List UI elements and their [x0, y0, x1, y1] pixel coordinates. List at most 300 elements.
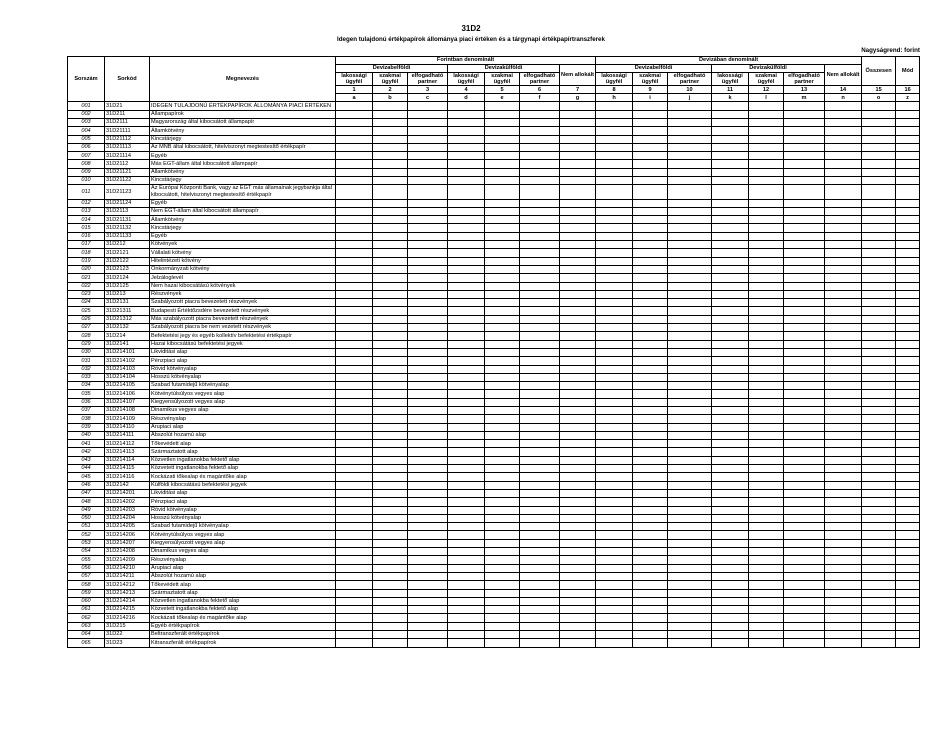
data-cell[interactable]	[749, 572, 784, 580]
data-cell[interactable]	[373, 177, 408, 185]
data-cell[interactable]	[560, 423, 596, 431]
data-cell[interactable]	[668, 373, 712, 381]
data-cell[interactable]	[862, 631, 896, 639]
data-cell[interactable]	[749, 556, 784, 564]
data-cell[interactable]	[862, 102, 896, 110]
data-cell[interactable]	[560, 265, 596, 273]
data-cell[interactable]	[336, 290, 373, 298]
data-cell[interactable]	[373, 199, 408, 207]
data-cell[interactable]	[712, 274, 749, 282]
data-cell[interactable]	[485, 119, 520, 127]
data-cell[interactable]	[896, 581, 920, 589]
data-cell[interactable]	[749, 506, 784, 514]
data-cell[interactable]	[373, 465, 408, 473]
data-cell[interactable]	[408, 274, 448, 282]
data-cell[interactable]	[448, 572, 485, 580]
data-cell[interactable]	[373, 299, 408, 307]
data-cell[interactable]	[896, 390, 920, 398]
data-cell[interactable]	[408, 232, 448, 240]
data-cell[interactable]	[749, 548, 784, 556]
data-cell[interactable]	[408, 290, 448, 298]
data-cell[interactable]	[485, 548, 520, 556]
data-cell[interactable]	[668, 232, 712, 240]
data-cell[interactable]	[336, 232, 373, 240]
data-cell[interactable]	[560, 597, 596, 605]
data-cell[interactable]	[336, 357, 373, 365]
data-cell[interactable]	[336, 506, 373, 514]
data-cell[interactable]	[596, 249, 633, 257]
data-cell[interactable]	[520, 382, 560, 390]
data-cell[interactable]	[896, 523, 920, 531]
data-cell[interactable]	[896, 152, 920, 160]
data-cell[interactable]	[784, 448, 825, 456]
data-cell[interactable]	[862, 456, 896, 464]
data-cell[interactable]	[896, 539, 920, 547]
data-cell[interactable]	[749, 622, 784, 630]
data-cell[interactable]	[712, 290, 749, 298]
data-cell[interactable]	[448, 556, 485, 564]
data-cell[interactable]	[825, 232, 862, 240]
data-cell[interactable]	[896, 249, 920, 257]
data-cell[interactable]	[373, 135, 408, 143]
data-cell[interactable]	[520, 160, 560, 168]
data-cell[interactable]	[633, 274, 668, 282]
data-cell[interactable]	[596, 631, 633, 639]
data-cell[interactable]	[633, 185, 668, 199]
data-cell[interactable]	[862, 539, 896, 547]
data-cell[interactable]	[825, 324, 862, 332]
data-cell[interactable]	[668, 265, 712, 273]
data-cell[interactable]	[373, 539, 408, 547]
data-cell[interactable]	[448, 168, 485, 176]
data-cell[interactable]	[896, 556, 920, 564]
data-cell[interactable]	[896, 423, 920, 431]
data-cell[interactable]	[712, 448, 749, 456]
data-cell[interactable]	[862, 382, 896, 390]
data-cell[interactable]	[336, 135, 373, 143]
data-cell[interactable]	[448, 152, 485, 160]
data-cell[interactable]	[712, 168, 749, 176]
data-cell[interactable]	[668, 523, 712, 531]
data-cell[interactable]	[408, 514, 448, 522]
data-cell[interactable]	[633, 332, 668, 340]
data-cell[interactable]	[408, 135, 448, 143]
data-cell[interactable]	[448, 539, 485, 547]
data-cell[interactable]	[784, 431, 825, 439]
data-cell[interactable]	[712, 614, 749, 622]
data-cell[interactable]	[862, 406, 896, 414]
data-cell[interactable]	[633, 348, 668, 356]
data-cell[interactable]	[520, 448, 560, 456]
data-cell[interactable]	[408, 548, 448, 556]
data-cell[interactable]	[373, 373, 408, 381]
data-cell[interactable]	[784, 373, 825, 381]
data-cell[interactable]	[485, 539, 520, 547]
data-cell[interactable]	[862, 614, 896, 622]
data-cell[interactable]	[825, 299, 862, 307]
data-cell[interactable]	[485, 168, 520, 176]
data-cell[interactable]	[448, 489, 485, 497]
data-cell[interactable]	[896, 531, 920, 539]
data-cell[interactable]	[560, 606, 596, 614]
data-cell[interactable]	[749, 581, 784, 589]
data-cell[interactable]	[520, 257, 560, 265]
data-cell[interactable]	[408, 406, 448, 414]
data-cell[interactable]	[520, 489, 560, 497]
data-cell[interactable]	[485, 224, 520, 232]
data-cell[interactable]	[784, 465, 825, 473]
data-cell[interactable]	[633, 241, 668, 249]
data-cell[interactable]	[448, 265, 485, 273]
data-cell[interactable]	[485, 299, 520, 307]
data-cell[interactable]	[560, 631, 596, 639]
data-cell[interactable]	[408, 390, 448, 398]
data-cell[interactable]	[668, 315, 712, 323]
data-cell[interactable]	[896, 473, 920, 481]
data-cell[interactable]	[336, 207, 373, 215]
data-cell[interactable]	[896, 481, 920, 489]
data-cell[interactable]	[862, 177, 896, 185]
data-cell[interactable]	[336, 498, 373, 506]
data-cell[interactable]	[712, 152, 749, 160]
data-cell[interactable]	[336, 160, 373, 168]
data-cell[interactable]	[749, 357, 784, 365]
data-cell[interactable]	[560, 332, 596, 340]
data-cell[interactable]	[862, 265, 896, 273]
data-cell[interactable]	[825, 440, 862, 448]
data-cell[interactable]	[336, 548, 373, 556]
data-cell[interactable]	[596, 448, 633, 456]
data-cell[interactable]	[596, 199, 633, 207]
data-cell[interactable]	[373, 390, 408, 398]
data-cell[interactable]	[373, 127, 408, 135]
data-cell[interactable]	[373, 448, 408, 456]
data-cell[interactable]	[408, 102, 448, 110]
data-cell[interactable]	[862, 572, 896, 580]
data-cell[interactable]	[896, 324, 920, 332]
data-cell[interactable]	[712, 473, 749, 481]
data-cell[interactable]	[408, 564, 448, 572]
data-cell[interactable]	[560, 614, 596, 622]
data-cell[interactable]	[560, 152, 596, 160]
data-cell[interactable]	[485, 249, 520, 257]
data-cell[interactable]	[408, 456, 448, 464]
data-cell[interactable]	[784, 523, 825, 531]
data-cell[interactable]	[712, 465, 749, 473]
data-cell[interactable]	[560, 539, 596, 547]
data-cell[interactable]	[336, 631, 373, 639]
data-cell[interactable]	[408, 257, 448, 265]
data-cell[interactable]	[448, 207, 485, 215]
data-cell[interactable]	[633, 307, 668, 315]
data-cell[interactable]	[825, 481, 862, 489]
data-cell[interactable]	[448, 622, 485, 630]
data-cell[interactable]	[712, 406, 749, 414]
data-cell[interactable]	[336, 564, 373, 572]
data-cell[interactable]	[336, 448, 373, 456]
data-cell[interactable]	[668, 631, 712, 639]
data-cell[interactable]	[448, 307, 485, 315]
data-cell[interactable]	[408, 241, 448, 249]
data-cell[interactable]	[485, 523, 520, 531]
data-cell[interactable]	[633, 523, 668, 531]
data-cell[interactable]	[485, 143, 520, 151]
data-cell[interactable]	[749, 514, 784, 522]
data-cell[interactable]	[862, 135, 896, 143]
data-cell[interactable]	[896, 274, 920, 282]
data-cell[interactable]	[596, 177, 633, 185]
data-cell[interactable]	[408, 606, 448, 614]
data-cell[interactable]	[596, 282, 633, 290]
data-cell[interactable]	[520, 127, 560, 135]
data-cell[interactable]	[784, 365, 825, 373]
data-cell[interactable]	[749, 143, 784, 151]
data-cell[interactable]	[668, 489, 712, 497]
data-cell[interactable]	[896, 135, 920, 143]
data-cell[interactable]	[896, 357, 920, 365]
data-cell[interactable]	[596, 168, 633, 176]
data-cell[interactable]	[485, 241, 520, 249]
data-cell[interactable]	[749, 282, 784, 290]
data-cell[interactable]	[408, 110, 448, 118]
data-cell[interactable]	[749, 531, 784, 539]
data-cell[interactable]	[520, 282, 560, 290]
data-cell[interactable]	[825, 207, 862, 215]
data-cell[interactable]	[336, 216, 373, 224]
data-cell[interactable]	[448, 143, 485, 151]
data-cell[interactable]	[336, 398, 373, 406]
data-cell[interactable]	[336, 340, 373, 348]
data-cell[interactable]	[862, 299, 896, 307]
data-cell[interactable]	[485, 274, 520, 282]
data-cell[interactable]	[448, 216, 485, 224]
data-cell[interactable]	[633, 357, 668, 365]
data-cell[interactable]	[749, 456, 784, 464]
data-cell[interactable]	[520, 539, 560, 547]
data-cell[interactable]	[520, 307, 560, 315]
data-cell[interactable]	[784, 606, 825, 614]
data-cell[interactable]	[712, 315, 749, 323]
data-cell[interactable]	[485, 448, 520, 456]
data-cell[interactable]	[633, 456, 668, 464]
data-cell[interactable]	[825, 506, 862, 514]
data-cell[interactable]	[336, 614, 373, 622]
data-cell[interactable]	[485, 102, 520, 110]
data-cell[interactable]	[784, 614, 825, 622]
data-cell[interactable]	[749, 102, 784, 110]
data-cell[interactable]	[448, 340, 485, 348]
data-cell[interactable]	[749, 307, 784, 315]
data-cell[interactable]	[749, 597, 784, 605]
data-cell[interactable]	[408, 160, 448, 168]
data-cell[interactable]	[668, 119, 712, 127]
data-cell[interactable]	[596, 127, 633, 135]
data-cell[interactable]	[749, 415, 784, 423]
data-cell[interactable]	[485, 631, 520, 639]
data-cell[interactable]	[373, 152, 408, 160]
data-cell[interactable]	[784, 382, 825, 390]
data-cell[interactable]	[485, 110, 520, 118]
data-cell[interactable]	[448, 564, 485, 572]
data-cell[interactable]	[668, 456, 712, 464]
data-cell[interactable]	[749, 448, 784, 456]
data-cell[interactable]	[862, 597, 896, 605]
data-cell[interactable]	[408, 152, 448, 160]
data-cell[interactable]	[408, 597, 448, 605]
data-cell[interactable]	[336, 332, 373, 340]
data-cell[interactable]	[668, 606, 712, 614]
data-cell[interactable]	[825, 639, 862, 647]
data-cell[interactable]	[825, 160, 862, 168]
data-cell[interactable]	[485, 622, 520, 630]
data-cell[interactable]	[784, 581, 825, 589]
data-cell[interactable]	[633, 324, 668, 332]
data-cell[interactable]	[633, 431, 668, 439]
data-cell[interactable]	[520, 224, 560, 232]
data-cell[interactable]	[336, 589, 373, 597]
data-cell[interactable]	[408, 556, 448, 564]
data-cell[interactable]	[485, 398, 520, 406]
data-cell[interactable]	[596, 160, 633, 168]
data-cell[interactable]	[596, 398, 633, 406]
data-cell[interactable]	[825, 315, 862, 323]
data-cell[interactable]	[633, 152, 668, 160]
data-cell[interactable]	[712, 589, 749, 597]
data-cell[interactable]	[336, 481, 373, 489]
data-cell[interactable]	[862, 481, 896, 489]
data-cell[interactable]	[560, 473, 596, 481]
data-cell[interactable]	[712, 232, 749, 240]
data-cell[interactable]	[485, 581, 520, 589]
data-cell[interactable]	[520, 572, 560, 580]
data-cell[interactable]	[373, 168, 408, 176]
data-cell[interactable]	[784, 332, 825, 340]
data-cell[interactable]	[520, 473, 560, 481]
data-cell[interactable]	[825, 622, 862, 630]
data-cell[interactable]	[336, 440, 373, 448]
data-cell[interactable]	[336, 282, 373, 290]
data-cell[interactable]	[668, 274, 712, 282]
data-cell[interactable]	[373, 606, 408, 614]
data-cell[interactable]	[408, 473, 448, 481]
data-cell[interactable]	[712, 110, 749, 118]
data-cell[interactable]	[896, 168, 920, 176]
data-cell[interactable]	[633, 127, 668, 135]
data-cell[interactable]	[485, 185, 520, 199]
data-cell[interactable]	[633, 548, 668, 556]
data-cell[interactable]	[712, 581, 749, 589]
data-cell[interactable]	[596, 216, 633, 224]
data-cell[interactable]	[448, 506, 485, 514]
data-cell[interactable]	[520, 631, 560, 639]
data-cell[interactable]	[596, 597, 633, 605]
data-cell[interactable]	[749, 523, 784, 531]
data-cell[interactable]	[336, 143, 373, 151]
data-cell[interactable]	[520, 135, 560, 143]
data-cell[interactable]	[633, 249, 668, 257]
data-cell[interactable]	[668, 199, 712, 207]
data-cell[interactable]	[448, 473, 485, 481]
data-cell[interactable]	[560, 110, 596, 118]
data-cell[interactable]	[825, 152, 862, 160]
data-cell[interactable]	[784, 357, 825, 365]
data-cell[interactable]	[825, 274, 862, 282]
data-cell[interactable]	[560, 232, 596, 240]
data-cell[interactable]	[596, 365, 633, 373]
data-cell[interactable]	[596, 489, 633, 497]
data-cell[interactable]	[896, 102, 920, 110]
data-cell[interactable]	[668, 241, 712, 249]
data-cell[interactable]	[596, 589, 633, 597]
data-cell[interactable]	[633, 207, 668, 215]
data-cell[interactable]	[749, 216, 784, 224]
data-cell[interactable]	[485, 506, 520, 514]
data-cell[interactable]	[749, 365, 784, 373]
data-cell[interactable]	[825, 498, 862, 506]
data-cell[interactable]	[633, 606, 668, 614]
data-cell[interactable]	[560, 365, 596, 373]
data-cell[interactable]	[896, 332, 920, 340]
data-cell[interactable]	[749, 481, 784, 489]
data-cell[interactable]	[408, 119, 448, 127]
data-cell[interactable]	[485, 489, 520, 497]
data-cell[interactable]	[408, 357, 448, 365]
data-cell[interactable]	[668, 498, 712, 506]
data-cell[interactable]	[373, 398, 408, 406]
data-cell[interactable]	[448, 257, 485, 265]
data-cell[interactable]	[712, 348, 749, 356]
data-cell[interactable]	[784, 324, 825, 332]
data-cell[interactable]	[668, 639, 712, 647]
data-cell[interactable]	[408, 398, 448, 406]
data-cell[interactable]	[825, 556, 862, 564]
data-cell[interactable]	[520, 199, 560, 207]
data-cell[interactable]	[712, 631, 749, 639]
data-cell[interactable]	[560, 456, 596, 464]
data-cell[interactable]	[373, 415, 408, 423]
data-cell[interactable]	[485, 390, 520, 398]
data-cell[interactable]	[749, 207, 784, 215]
data-cell[interactable]	[448, 514, 485, 522]
data-cell[interactable]	[862, 152, 896, 160]
data-cell[interactable]	[668, 423, 712, 431]
data-cell[interactable]	[862, 315, 896, 323]
data-cell[interactable]	[520, 265, 560, 273]
data-cell[interactable]	[520, 498, 560, 506]
data-cell[interactable]	[749, 589, 784, 597]
data-cell[interactable]	[712, 265, 749, 273]
data-cell[interactable]	[520, 185, 560, 199]
data-cell[interactable]	[560, 481, 596, 489]
data-cell[interactable]	[712, 572, 749, 580]
data-cell[interactable]	[668, 564, 712, 572]
data-cell[interactable]	[862, 489, 896, 497]
data-cell[interactable]	[749, 639, 784, 647]
data-cell[interactable]	[485, 324, 520, 332]
data-cell[interactable]	[825, 489, 862, 497]
data-cell[interactable]	[520, 614, 560, 622]
data-cell[interactable]	[896, 382, 920, 390]
data-cell[interactable]	[668, 581, 712, 589]
data-cell[interactable]	[373, 498, 408, 506]
data-cell[interactable]	[336, 572, 373, 580]
data-cell[interactable]	[896, 257, 920, 265]
data-cell[interactable]	[749, 257, 784, 265]
data-cell[interactable]	[560, 324, 596, 332]
data-cell[interactable]	[408, 340, 448, 348]
data-cell[interactable]	[712, 415, 749, 423]
data-cell[interactable]	[520, 315, 560, 323]
